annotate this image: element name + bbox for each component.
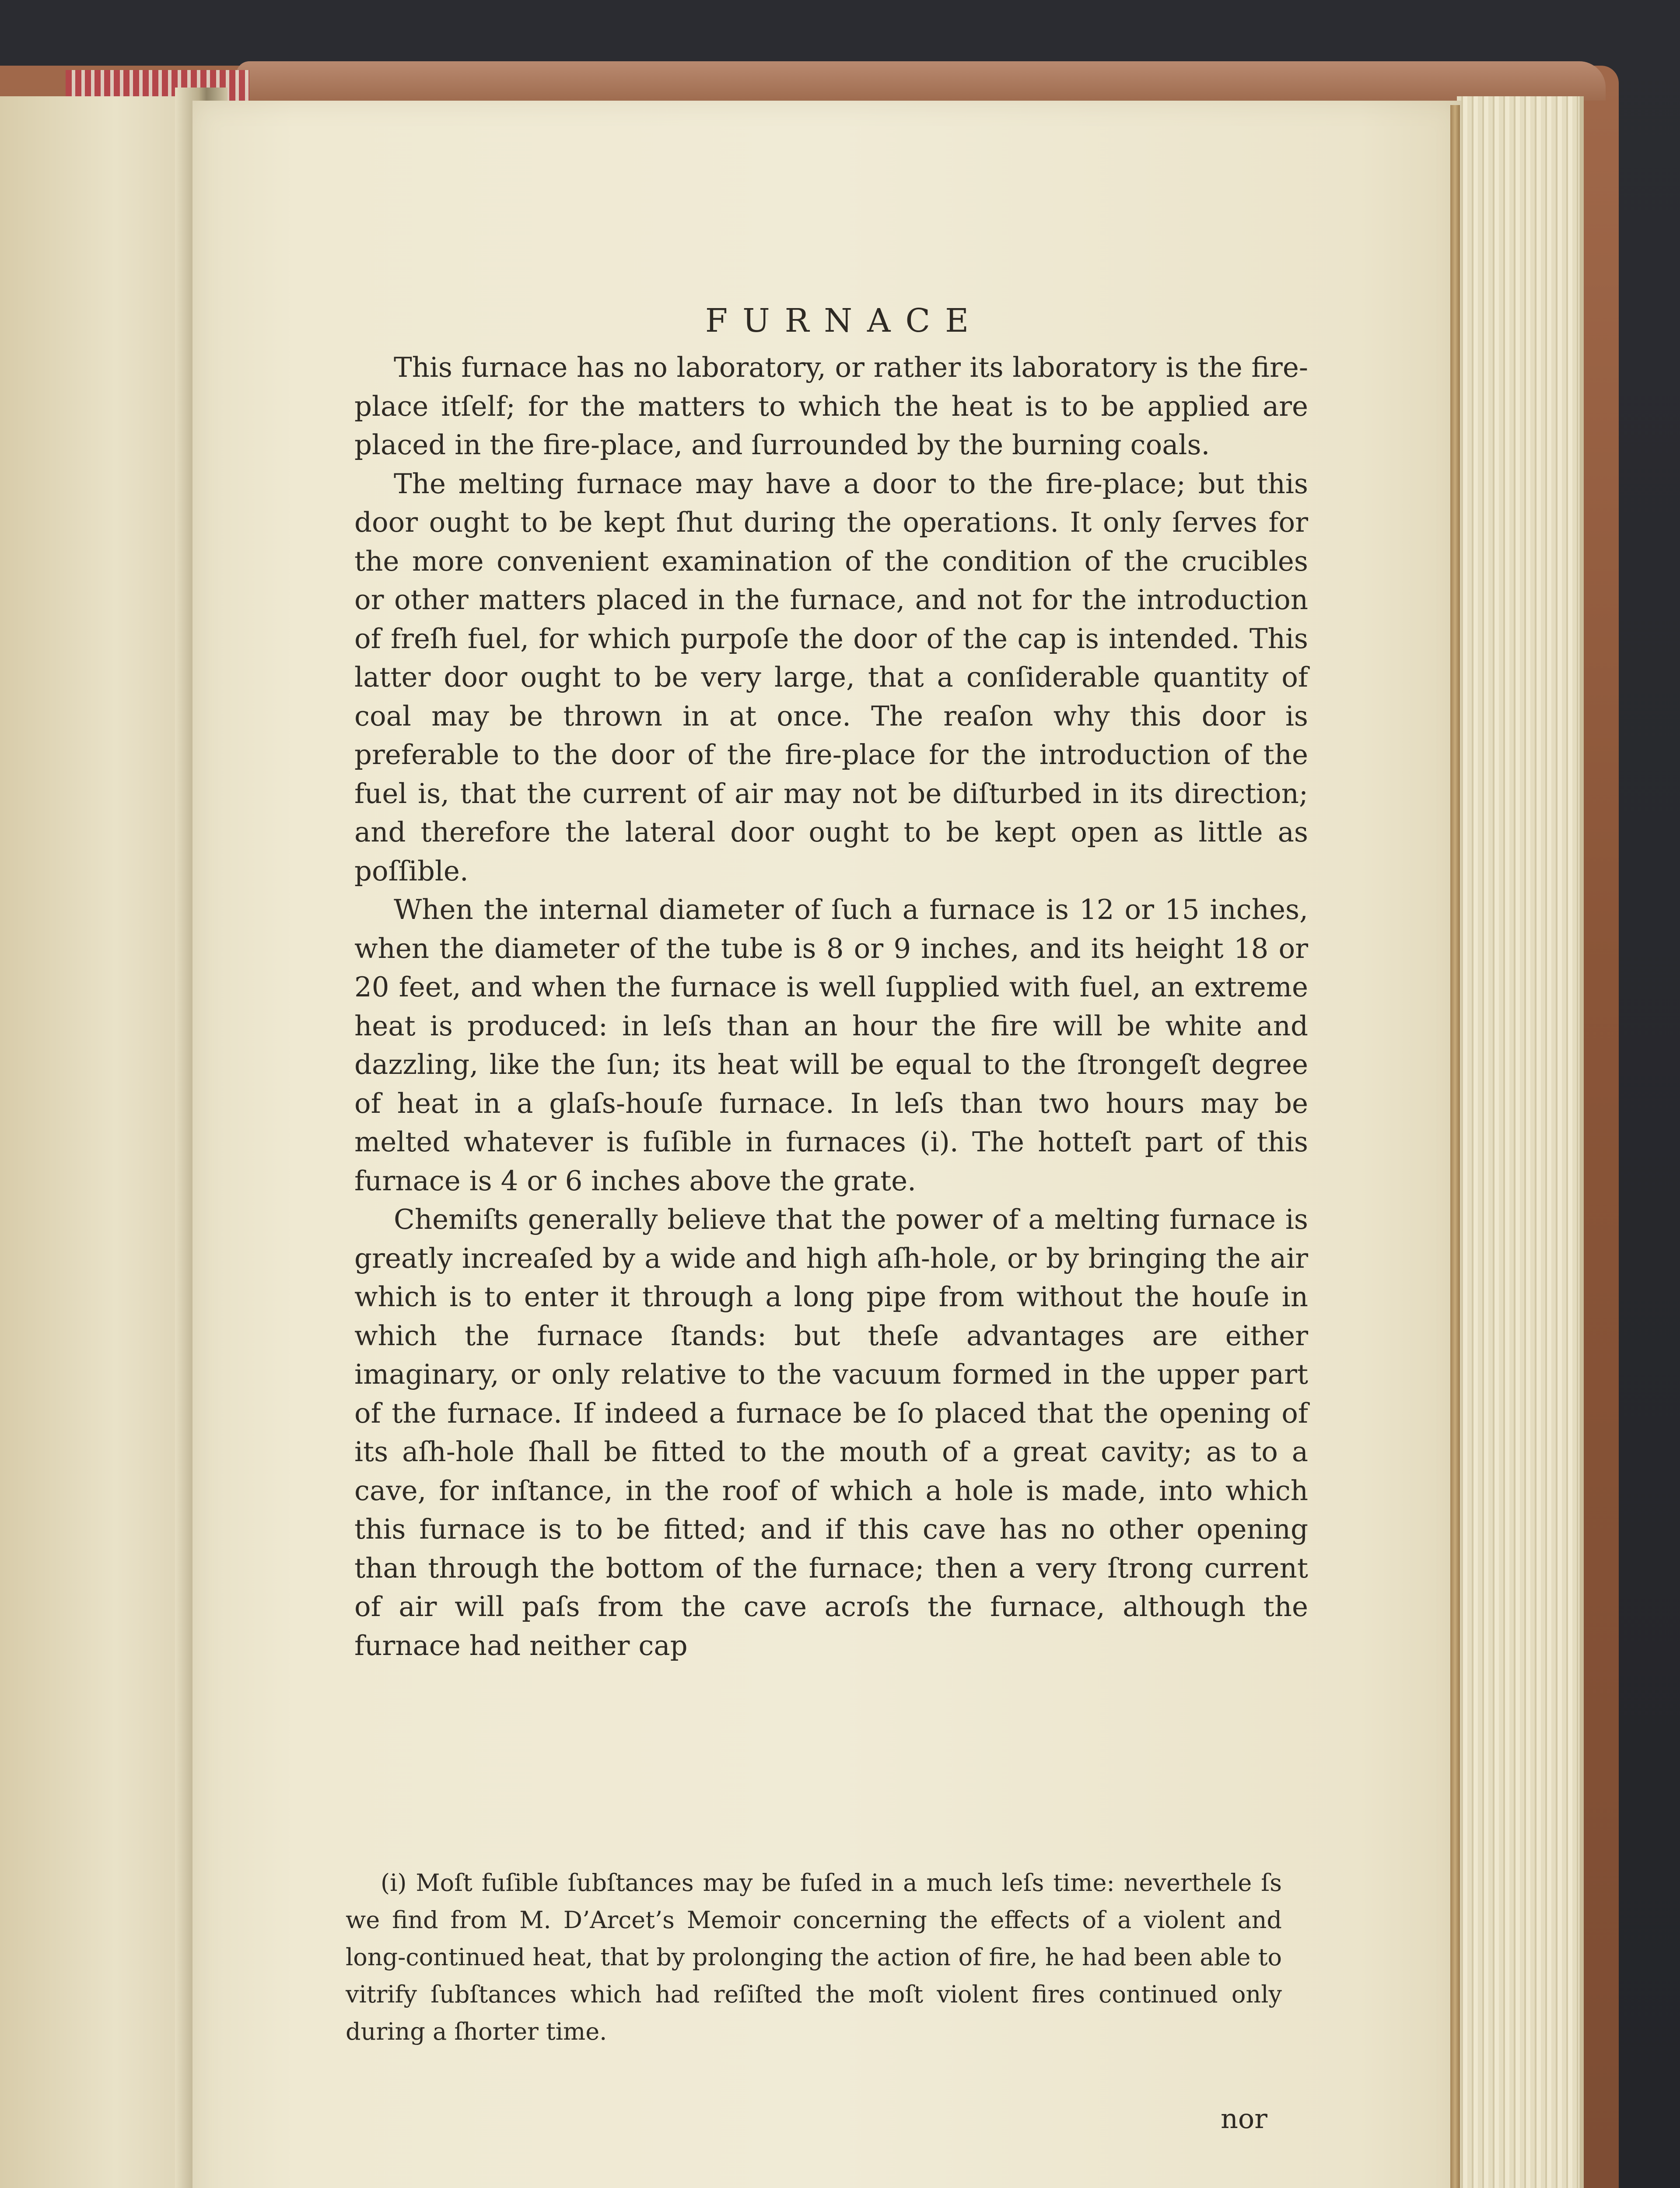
footnotes — [346, 1864, 1282, 2050]
cover-top-edge — [236, 61, 1606, 101]
paragraph: When the internal diameter of ſuch a furnace is 12 or 15 inches, when the diameter of the tube is 8 or 9 inches, and its height 18 or 20 feet, and when the furnace is well ſupplied with fuel, an extreme heat is produced: in leſs than an hour the fire will be white and dazzling, like the ſun; its heat will be equal to the ſtrongeſt degree of heat in a glaſs-houſe furnace. In leſs than two hours may be melted whatever is fuſible in furnaces (i). The hotteſt part of this furnace is 4 or 6 inches above the grate. — [354, 894, 1308, 1197]
catchword: nor — [1221, 2103, 1267, 2135]
page-edges — [1457, 96, 1584, 2188]
footnote: (i) Moſt fuſible ſubſtances may be fuſed in a much leſs time: neverthele ſs we find from M. D’Arcet’s Memoir concerning the effects of a violent and long-continued heat, that by prolonging the action of fire, he had been able to vitrify ſubſtances which had reſiſted the moſt violent fires continued only during a ſhorter time. — [346, 1869, 1282, 2045]
paragraph: This furnace has no laboratory, or rather its laboratory is the fire-place itſelf; for the matters to which the heat is to be applied are placed in the fire-place, and ſurrounded by the burning coals. — [354, 351, 1308, 461]
facing-page — [0, 96, 192, 2188]
paragraph: The melting furnace may have a door to the fire-place; but this door ought to be kept ſhut during the operations. It only ſerves for the more convenient examination of the condition of the crucibles or other matters placed in the furnace, and not for the introduction of freſh fuel, for which purpoſe the door of the cap is intended. This latter door ought to be very large, that a conſiderable quantity of coal may be thrown in at once. The reaſon why this door is preferable to the door of the fire-place for the introduction of the fuel is, that the current of air may not be diſturbed in its direction; and therefore the lateral door ought to be kept open as little as poſſible. — [354, 467, 1308, 887]
running-head: FURNACE — [705, 302, 984, 340]
page-edge-line — [1450, 105, 1460, 2188]
main-text — [354, 302, 1308, 1665]
paragraph: Chemiſts generally believe that the power of a melting furnace is greatly increaſed by a wide and high aſh-hole, or by bringing the air which is to enter it through a long pipe from without the houſe in which the furnace ſtands: but theſe advantages are either imaginary, or only relative to the vacuum formed in the upper part of the furnace. If indeed a furnace be ſo placed that the opening of its aſh-hole ſhall be fitted to the mouth of a great cavity; as to a cave, for inſtance, in the roof of which a hole is made, into which this furnace is to be fitted; and if this cave has no other opening than through the bottom of the furnace; then a very ſtrong current of air will paſs from the cave acroſs the furnace, although the furnace had neither cap — [354, 1203, 1308, 1662]
